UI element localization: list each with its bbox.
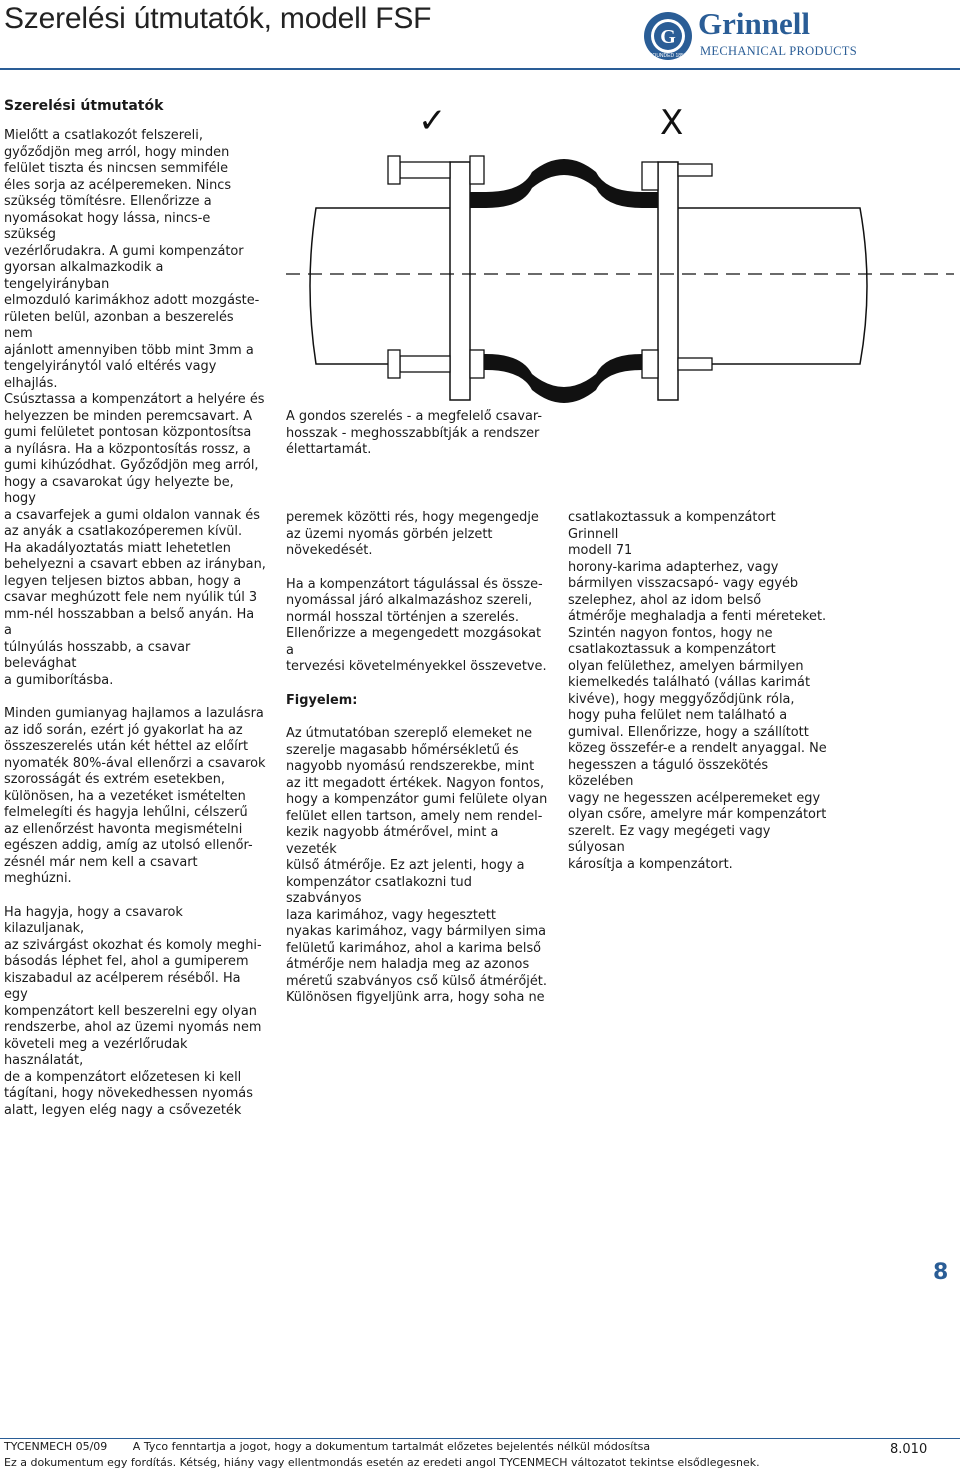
flange-right xyxy=(658,162,678,400)
rubber-bellow-top xyxy=(470,159,658,208)
paragraph: peremek közötti rés, hogy megengedje az üzemi nyomás görbén jelzett növekedését. xyxy=(286,510,539,558)
grinnell-seal-icon xyxy=(642,10,694,62)
rubber-bellow-bottom xyxy=(470,354,658,403)
note-heading: Figyelem: xyxy=(286,692,358,708)
page-number-badge: 8 xyxy=(933,1260,949,1285)
paragraph: csatlakoztassuk a kompenzátort Grinnell modell 71 horony-karima adapterhez, vagy bármilyen visszacsapó- vagy egyéb szelephez, ahol az idom belső átmérője meghaladja a fenti méreteket. Szintén nagyon fontos, hogy ne csatlakoztassuk a kompenzátort olyan felülethez, amelyen bármilyen kiemelkedés található (vállas karimát kivéve), hogy meggyőződjünk róla, hogy puha felület nem található a gumival. Ellenőrizze, hogy a szállított közeg összefér-e a rendelt anyaggal. Ne hegesszen a táguló összekötés közelében vagy ne hegesszen acélperemeket egy olyan csőre, amelyre már kompenzátort szerelt. Ez vagy megégeti vagy súlyosan károsítja a kompenzátort. xyxy=(568,510,827,872)
brand-name: Grinnell xyxy=(698,6,810,41)
svg-text:FOUNDED 1850: FOUNDED 1850 xyxy=(649,53,687,59)
column-1 xyxy=(4,128,266,1136)
paragraph: Minden gumianyag hajlamos a lazulásra az idő során, ezért jó gyakorlat ha az összeszerelés után két héttel az előírt nyomaték 80%-ával ellenőrzi a csavarok szorosságát és extrém esetekben, különösen, ha a vezetéket ismételten felmelegíti és hagyja lehűlni, célszerű az ellenőrzést havonta megismételni egészen addig, amíg az utolsó ellenőr- zésnél már nem kell a csavart meghúzni. xyxy=(4,706,266,886)
flange-left xyxy=(450,162,470,400)
footer-line-2: Ez a dokumentum egy fordítás. Kétség, hiány vagy ellentmondás esetén az eredeti angol TYCENMECH változatot tekintse elsődlegesnek. xyxy=(4,1456,760,1469)
diagram-caption xyxy=(286,409,546,476)
footer-line-1 xyxy=(4,1440,650,1453)
x-mark-icon: X xyxy=(660,103,684,143)
paragraph: Ha a kompenzátort tágulással és össze- nyomással járó alkalmazáshoz szereli, normál hosszal történjen a szerelés. Ellenőrizze a megengedett mozgásokat a tervezési követelményekkel összevetve. xyxy=(286,576,547,674)
document-code: TYCENMECH 05/09 xyxy=(4,1440,108,1453)
footer-page-number: 8.010 xyxy=(890,1442,928,1457)
header-divider xyxy=(0,68,960,70)
brand-subtitle: MECHANICAL PRODUCTS xyxy=(700,44,857,58)
column-3 xyxy=(568,510,830,890)
page-title: Szerelési útmutatók, modell FSF xyxy=(4,2,432,35)
caption-text: A gondos szerelés - a megfelelő csavar- hosszak - meghosszabbítják a rendszer élettartamát. xyxy=(286,409,543,457)
paragraph: Az útmutatóban szereplő elemeket ne szerelje magasabb hőmérsékletű és nagyobb nyomású rendszerekbe, mint az itt megadott értékek. Nagyon fontos, hogy a kompenzátor gumi felülete olyan felület ellen tartson, amely nem rendel- kezik nagyobb átmérővel, mint a vezeték külső átmérője. Ez azt jelenti, hogy a kompenzátor csatlakozni tud szabványos laza karimához, vagy hegesztett nyakas karimához, vagy bármilyen sima felületű karimához, ahol a karima belső átmérője nem haladja meg az azonos méretű szabványos cső külső átmérőjét. Különösen figyeljünk arra, hogy soha ne xyxy=(286,726,548,1005)
paragraph: Mielőtt a csatlakozót felszereli, győződjön meg arról, hogy minden felület tiszta és nincsen semmiféle éles sorja az acélperemeken. Nincs szükség tömítésre. Ellenőrizze a nyomásokat hogy lássa, nincs-e szükség vezérlőrudakra. A gumi kompenzátor gyorsan alkalmazkodik a tengelyirányban elmozduló karimákhoz adott mozgáste- rületen belül, azonban a beszerelés nem ajánlott amennyiben több mint 3mm a tengelyiránytól való eltérés vagy elhajlás. Csúsztassa a kompenzátort a helyére és helyezzen be minden peremcsavart. A gumi felületet pontosan központosítsa a nyílásra. Ha a központosítás rossz, a gumi kihúzódhat. Győződjön meg arról, hogy a csavarokat úgy helyezte be, hogy a csavarfejek a gumi oldalon vannak és az anyák a csatlakozóperemen kívül. Ha akadályoztatás miatt lehetetlen behelyezni a csavart ebben az irányban, legyen teljesen biztos abban, hogy a csavar meghúzott fele nem nyúlik túl 3 mm-nél hosszabban a belső anyán. Ha a túlnyúlás hosszabb, a csavar belevághat a gumiborításba. xyxy=(4,128,266,688)
check-mark-icon: ✓ xyxy=(418,101,447,141)
pipe-left xyxy=(310,208,452,364)
footer-divider xyxy=(0,1438,960,1439)
installation-diagram xyxy=(280,96,960,406)
column-2 xyxy=(286,510,548,1024)
paragraph: Ha hagyja, hogy a csavarok kilazuljanak, az szivárgást okozhat és komoly meghi- básodás léphet fel, ahol a gumiperem kiszabadul az acélperem réséből. Ha egy kompenzátort kell beszerelni egy olyan rendszerbe, ahol az üzemi nyomás nem követeli meg a vezérlőrudak használatát, de a kompenzátort előzetesen ki kell tágítani, hogy növekedhessen nyomás alatt, legyen elég nagy a csővezeték xyxy=(4,904,262,1118)
footer-disclaimer: A Tyco fenntartja a jogot, hogy a dokumentum tartalmát előzetes bejelentés nélkül módosítsa xyxy=(132,1440,651,1453)
section-title: Szerelési útmutatók xyxy=(4,98,164,114)
grinnell-logo xyxy=(642,8,942,64)
pipe-right xyxy=(676,208,867,364)
svg-text:G: G xyxy=(660,26,676,48)
